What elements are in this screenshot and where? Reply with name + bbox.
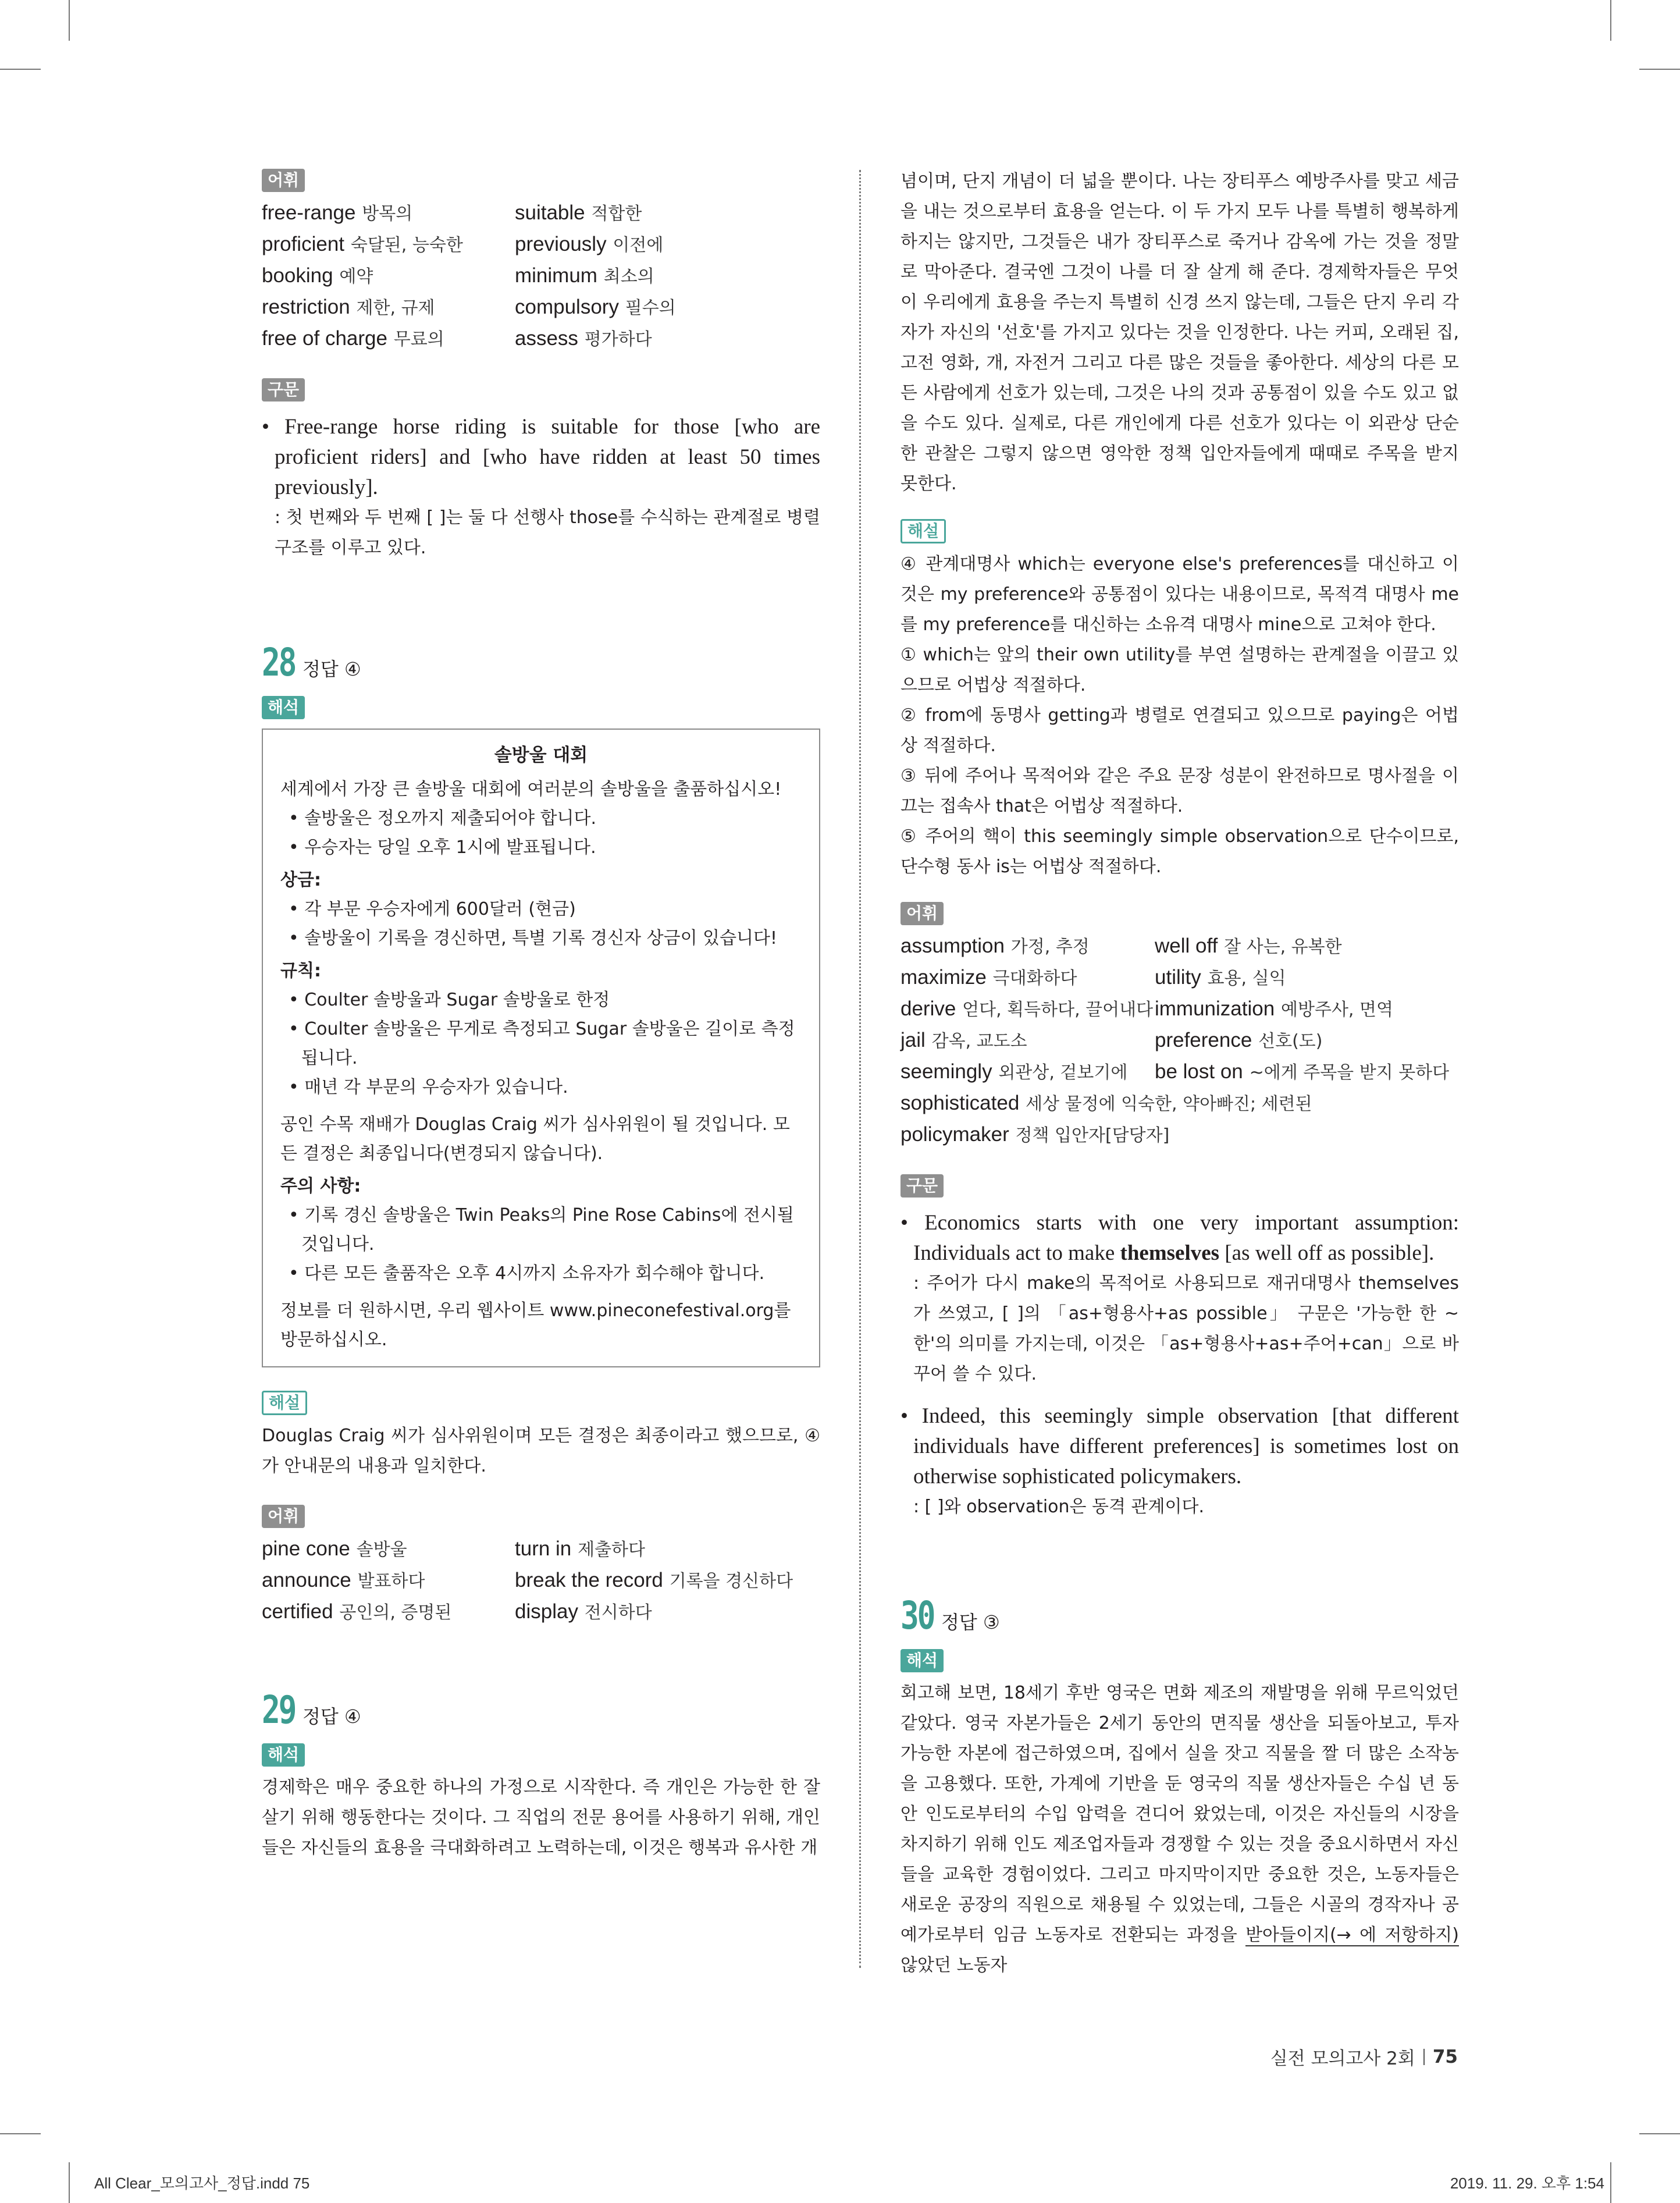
crop-mark [69,0,70,41]
vocab-item: free of charge 무료의 [262,327,444,350]
grammar-sentence: • Free-range horse riding is suitable for those [who are proficient riders] and [who have ridden at least 50 times previously]. [262,415,820,499]
left-column [262,169,820,1863]
crop-mark [1639,69,1680,70]
page-number: 75 [1432,2046,1458,2067]
footer-title: 실전 모의고사 2회 [1270,2048,1415,2069]
notice-line: 공인 수목 재배가 Douglas Craig 씨가 심사위원이 될 것입니다. 모든 결정은 최종입니다(변경되지 않습니다). [280,1114,790,1164]
question-header [900,1593,1459,1638]
crop-mark [69,2162,70,2203]
vocab-item: jail 감옥, 교도소 [900,1029,1027,1051]
notice-line: • 각 부문 우승자에게 600달러 (현금) [289,899,576,919]
notice-box [262,729,820,1367]
vocab-list [262,1534,820,1628]
vocab-tag: 어휘 [262,1505,305,1528]
vocab-item: utility 효용, 실익 [1155,966,1286,989]
notice-line: • Coulter 솔방울은 무게로 측정되고 Sugar 솔방울은 길이로 측정됩니다. [289,1019,795,1068]
vocab-item: seemingly 외관상, 겉보기에 [900,1060,1128,1083]
grammar-sentence: • Economics starts with one very important assumption: Individuals act to make themselves [as well off as possible]. [900,1211,1459,1265]
vocab-item: certified 공인의, 증명된 [262,1600,452,1623]
vocab-item: derive 얻다, 획득하다, 끌어내다 [900,997,1154,1020]
explanation-line: ⑤ 주어의 핵이 this seemingly simple observation으로 단수이므로, 단수형 동사 is는 어법상 적절하다. [900,826,1459,877]
answer-label: 정답 ④ [302,658,361,680]
crop-mark [0,69,41,70]
translation-tag: 해석 [262,696,305,719]
translation-text: 회고해 보면, 18세기 후반 영국은 면화 제조의 재발명을 위해 무르익었던 같았다. 영국 자본가들은 2세기 동안의 면직물 생산을 되돌아보고, 투자 가능한 자본에 접근하였으며, 집에서 실을 잣고 직물을 짤 더 많은 소작농을 고용했다. 또한, 가계에 기반을 둔 영국의 직물 생산자들은 수십 년 동안 인도로부터의 수입 압력을 견디어 왔었는데, 이것은 자신들의 시장을 차지하기 위해 인도 제조업자들과 경쟁할 수 있는 것을 중요시하면서 자신들을 교육한 경험이었다. 그리고 마지막이지만 중요한 것은, 노동자들은 새로운 공장의 직원으로 채용될 수 있었는데, 그들은 시골의 경작자나 공예가로부터 임금 노동자로 전환되는 과정을 받아들이지(→ 에 저항하지) 않았던 노동자 [900,1683,1459,1975]
slug-date: 2019. 11. 29. 오후 1:54 [1450,2174,1604,2192]
vocab-list-extra [900,1088,1459,1151]
vocab-item: immunization 예방주사, 면역 [1155,997,1393,1020]
question-header [262,640,820,685]
gumun-tag: 구문 [262,378,305,401]
vocab-item: display 전시하다 [515,1600,652,1623]
translation-tag: 해석 [900,1649,944,1672]
column-divider [859,170,861,1968]
grammar-sentence: • Indeed, this seemingly simple observation [that different individuals have different preferences] is sometimes lost on otherwise sophisticated policymakers. [900,1404,1459,1488]
notice-line: 정보를 더 원하시면, 우리 웹사이트 www.pineconefestival.org를 방문하십시오. [280,1301,791,1350]
vocab-item: free-range 방목의 [262,201,413,224]
translation-text: 경제학은 매우 중요한 하나의 가정으로 시작한다. 즉 개인은 가능한 한 잘 살기 위해 행동한다는 것이다. 그 직업의 전문 용어를 사용하기 위해, 개인들은 자신들의 효용을 극대화하려고 노력하는데, 이것은 행복과 유사한 개 [262,1777,820,1858]
right-column [900,166,1459,1981]
notice-line: • 기록 경신 솔방울은 Twin Peaks의 Pine Rose Cabins에 전시될 것입니다. [289,1205,794,1255]
translation-tag: 해석 [262,1743,305,1767]
underlined-phrase: 받아들이지(→ 에 저항하지) [1245,1925,1459,1945]
vocab-item: well off 잘 사는, 유복한 [1155,935,1342,957]
explanation-line: ③ 뒤에 주어나 목적어와 같은 주요 문장 성분이 완전하므로 명사절을 이끄는 접속사 that은 어법상 적절하다. [900,766,1459,816]
notice-title: 솔방울 대회 [494,745,588,766]
vocab-item: announce 발표하다 [262,1569,425,1591]
gumun-tag: 구문 [900,1174,944,1198]
explanation-line: ④ 관계대명사 which는 everyone else's preferences를 대신하고 이것은 my preference와 공통점이 있다는 내용이므로, 목적격 대명사 me를 my preference를 대신하는 소유격 대명사 mine으로 고쳐야 한다. [900,554,1459,635]
vocab-list [900,931,1459,1088]
page-footer [1270,2044,1458,2070]
explanation-line: ① which는 앞의 their own utility를 부연 설명하는 관계절을 이끌고 있으므로 어법상 적절하다. [900,645,1459,695]
grammar-note: : [ ]와 observation은 동격 관계이다. [913,1497,1204,1517]
vocab-item: proficient 숙달된, 능숙한 [262,233,463,255]
vocab-item: assess 평가하다 [515,327,652,350]
explanation-tag: 해설 [262,1391,307,1415]
grammar-note: : 주어가 다시 make의 목적어로 사용되므로 재귀대명사 themselves가 쓰였고, [ ]의 「as+형용사+as possible」 구문은 '가능한 한 ~한'의 의미를 가지는데, 이것은 「as+형용사+as+주어+can」으로 바꾸어 쓸 수 있다. [913,1273,1459,1384]
question-number: 28 [262,640,296,685]
vocab-item: assumption 가정, 추정 [900,935,1090,957]
vocab-tag: 어휘 [900,902,944,925]
explanation-list [900,549,1459,882]
question-number: 30 [900,1593,934,1638]
vocab-item: policymaker 정책 입안자[담당자] [900,1123,1170,1146]
notice-subhead: 규칙: [280,961,321,981]
vocab-item: sophisticated 세상 물정에 익숙한, 약아빠진; 세련된 [900,1092,1312,1114]
vocab-item: suitable 적합한 [515,201,642,224]
crop-mark [0,2133,41,2134]
vocab-item: compulsory 필수의 [515,296,676,318]
notice-line: • 우승자는 당일 오후 1시에 발표됩니다. [289,837,596,858]
notice-line: • 매년 각 부문의 우승자가 있습니다. [289,1077,568,1097]
notice-line: • 다른 모든 출품작은 오후 4시까지 소유자가 회수해야 합니다. [289,1263,765,1284]
explanation-line: ② from에 동명사 getting과 병렬로 연결되고 있으므로 paying은 어법상 적절하다. [900,705,1459,756]
vocab-item: restriction 제한, 규제 [262,296,435,318]
vocab-item: pine cone 솔방울 [262,1537,407,1560]
vocab-item: maximize 극대화하다 [900,966,1077,989]
notice-line: • 솔방울은 정오까지 제출되어야 합니다. [289,808,597,829]
crop-mark [1610,2162,1611,2203]
vocab-item: break the record 기록을 경신하다 [515,1569,793,1591]
slug-file: All Clear_모의고사_정답.indd 75 [94,2174,310,2192]
crop-mark [1610,0,1611,41]
notice-line: • 솔방울이 기록을 경신하면, 특별 기록 경신자 상금이 있습니다! [289,928,778,948]
crop-mark [1639,2133,1680,2134]
vocab-item: previously 이전에 [515,233,664,255]
vocab-list [262,198,820,355]
question-header [262,1687,820,1732]
answer-label: 정답 ④ [302,1705,361,1728]
answer-label: 정답 ③ [941,1611,1000,1633]
notice-subhead: 상금: [280,870,321,890]
notice-subhead: 주의 사항: [280,1176,361,1196]
question-number: 29 [262,1687,296,1732]
explanation-tag: 해설 [900,519,946,543]
vocab-item: turn in 제출하다 [515,1537,646,1560]
vocab-item: minimum 최소의 [515,264,654,287]
footer-separator [1423,2049,1425,2065]
translation-text: 념이며, 단지 개념이 더 넓을 뿐이다. 나는 장티푸스 예방주사를 맞고 세금을 내는 것으로부터 효용을 얻는다. 이 두 가지 모두 나를 특별히 행복하게 하지는 않지만, 그것들은 내가 장티푸스로 죽거나 감옥에 가는 것을 정말로 막아준다. 결국엔 그것이 나를 더 잘 살게 해 준다. 경제학자들은 무엇이 우리에게 효용을 주는지 특별히 신경 쓰지 않는데, 그들은 단지 우리 각자가 자신의 '선호'를 가지고 있다는 것을 인정한다. 나는 커피, 오래된 집, 고전 영화, 개, 자전거 그리고 다른 많은 것들을 좋아한다. 세상의 다른 모든 사람에게 선호가 있는데, 그것은 나의 것과 공통점이 있을 수도 있고 없을 수도 있다. 실제로, 다른 개인에게 다른 선호가 있다는 이 외관상 단순한 관찰은 그렇지 않으면 영악한 정책 입안자들에게 때때로 주목을 받지 못한다. [900,171,1459,494]
vocab-item: booking 예약 [262,264,373,287]
vocab-item: preference 선호(도) [1155,1029,1323,1051]
grammar-note: : 첫 번째와 두 번째 [ ]는 둘 다 선행사 those를 수식하는 관계절로 병렬 구조를 이루고 있다. [275,507,820,558]
vocab-tag: 어휘 [262,169,305,192]
notice-line: 세계에서 가장 큰 솔방울 대회에 여러분의 솔방울을 출품하십시오! [280,779,782,800]
vocab-item: be lost on ~에게 주목을 받지 못하다 [1155,1060,1450,1083]
explanation-text: Douglas Craig 씨가 심사위원이며 모든 결정은 최종이라고 했으므로, ④가 안내문의 내용과 일치한다. [262,1426,820,1476]
notice-line: • Coulter 솔방울과 Sugar 솔방울로 한정 [289,990,610,1010]
